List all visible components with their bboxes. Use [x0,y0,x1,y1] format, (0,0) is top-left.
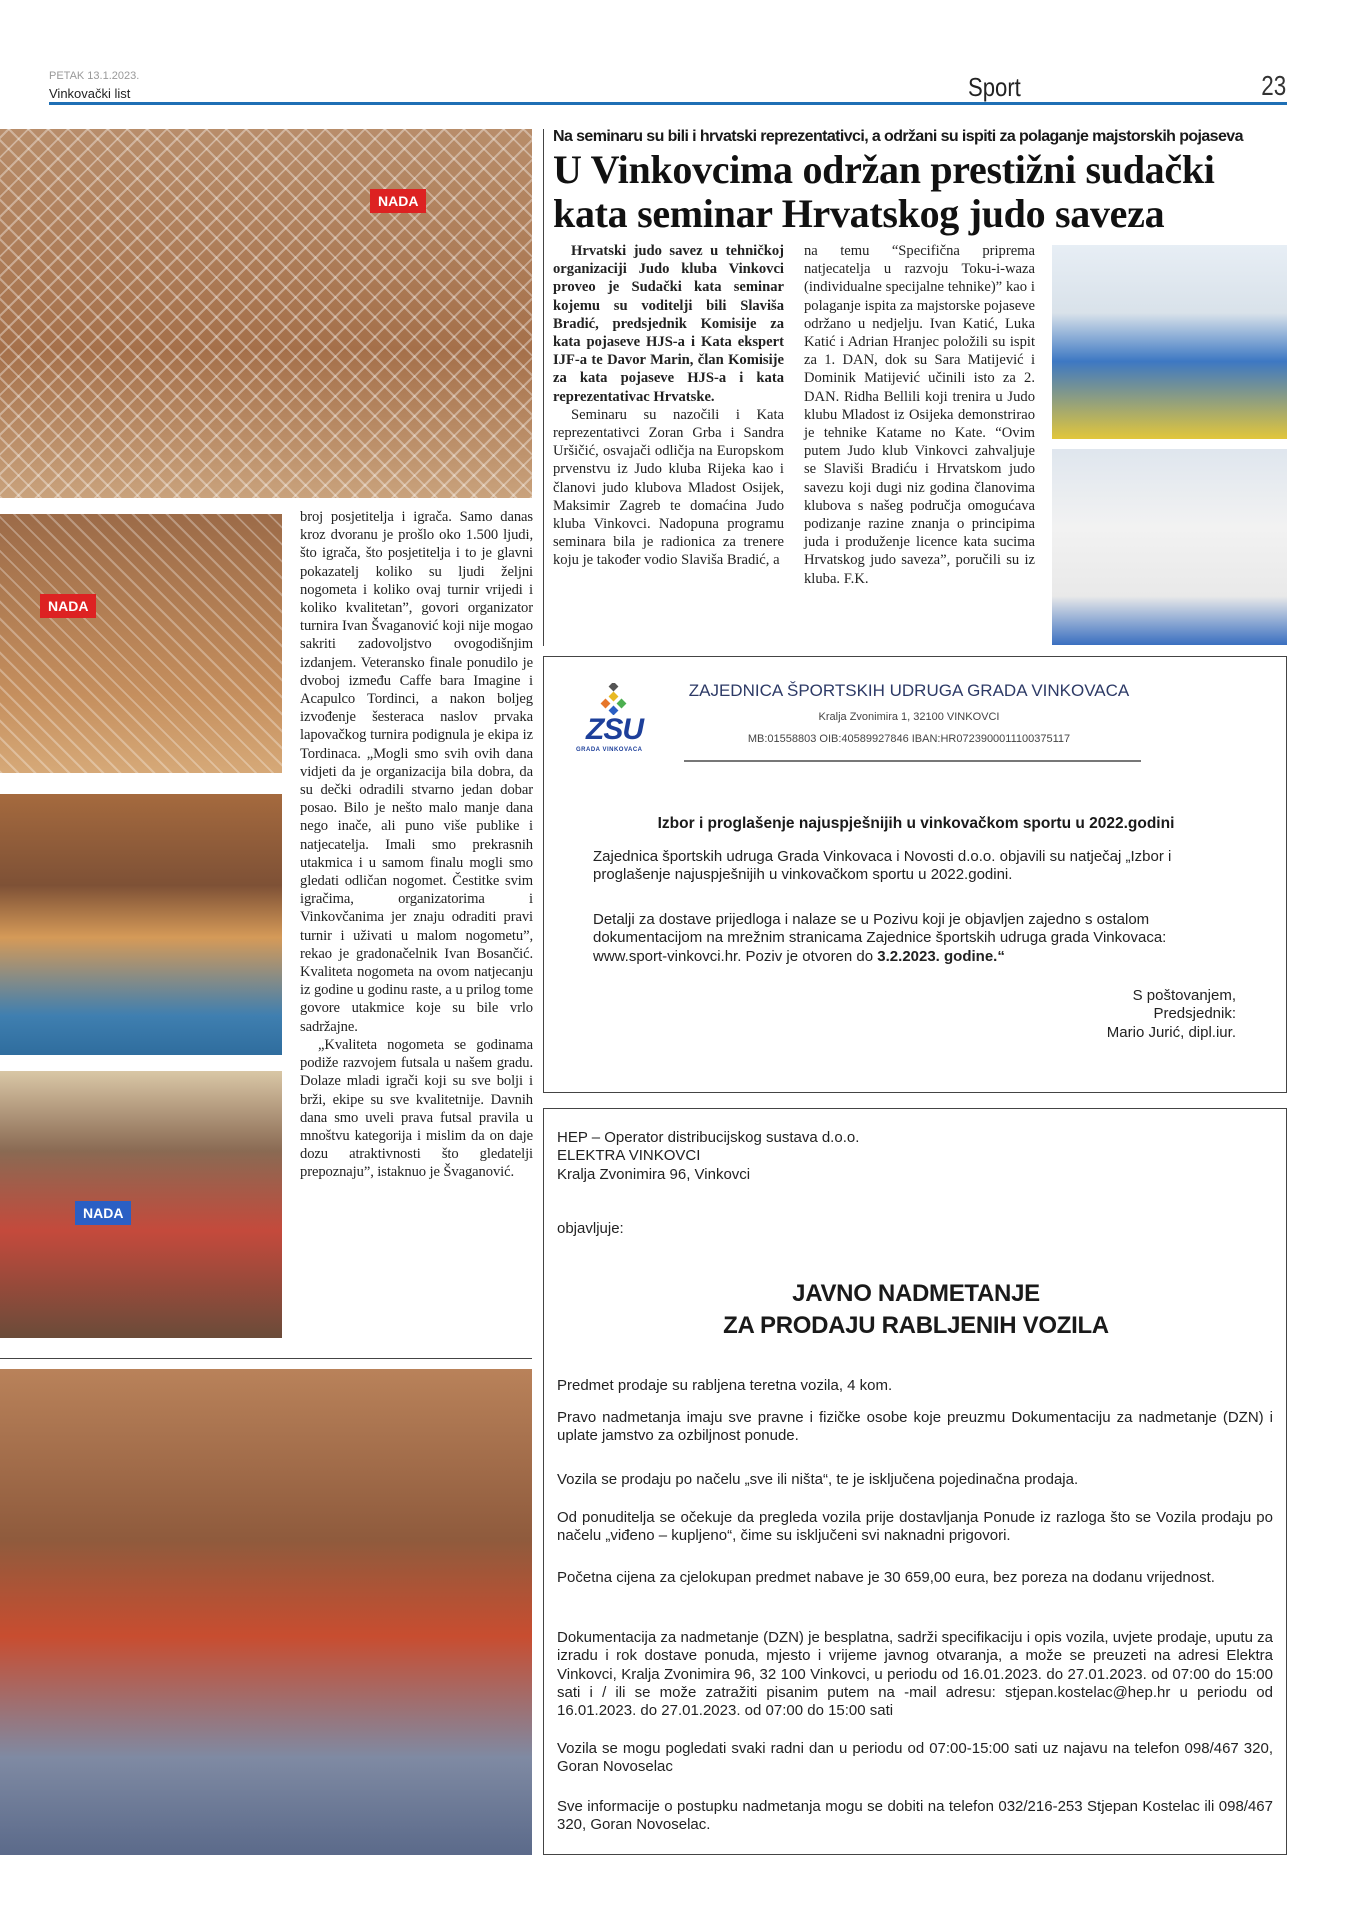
futsal-celebration-photo [0,1071,282,1338]
notice-title: Izbor i proglašenje najuspješnijih u vinkovačkom sportu u 2022.godini [657,815,1175,832]
jersey-sponsor-label: NADA [40,594,96,618]
futsal-article-text [300,508,533,1182]
notice-paragraph: Zajednica športskih udruga Grada Vinkovaca i Novosti d.o.o. objavili su natječaj „Izbor i proglašenje najuspješnijih u vinkovačkom sportu u 2022.godini. [593,848,1172,884]
notice-paragraph: Predmet prodaje su rabljena teretna vozila, 4 kom. [557,1377,893,1394]
org-name: ZAJEDNICA ŠPORTSKIH UDRUGA GRADA VINKOVACA [688,681,1130,700]
jersey-sponsor-label: NADA [370,189,426,213]
notice-paragraph [593,911,1236,966]
article-paragraph: „Kvaliteta nogometa se godinama podiže razvojem futsala u našem gradu. Dolaze mladi igrači koji su sve bolji i brži, ekipe su sve kvalitetnije. Davnih dana smo uveli prava futsal pravila u mnoštvu kategorija i mislim da on daje dozu atraktivnosti što gledatelji prepoznaju”, istaknuo je Švaganović. [300,1036,533,1181]
notice-paragraph: Vozila se mogu pogledati svaki radni dan u periodu od 07:00-15:00 sati uz najavu na telefon 098/467 320, Goran Novoselac [557,1740,1273,1776]
signature-line: Predsjednik: [1153,1005,1236,1023]
article-paragraph: Seminaru su nazočili i Kata reprezentativci Zoran Grba i Sandra Uršičić, osvajači odličja na Europskom prvenstvu iz Judo kluba Rijeka kao i članovi judo klubova Mladost Osijek, Maksimir Zagreb te domaćina Judo kluba Vinkovci. Nadopuna programu seminara bila je radionica za trenere koju je također vodio Slaviša Bradić, a [553,406,784,569]
article-paragraph: na temu “Specifična priprema natjecatelja u razvoju Toku-i-waza (individualne specijalne tehnike)” kao i polaganje ispita za majstorske pojaseve održano u nedjelju. Ivan Katić, Luka Katić i Adrian Hranjec položili su ispit za 1. DAN, dok su Sara Matijević i Dominik Matijević učinili isto za 2. DAN. Ridha Bellili koji trenira u Judo klubu Mladost iz Osijeka demonstrirao je tehnike Katame no Kate. “Ovim putem Judo klub Vinkovci zahvaljuje se Slaviši Bradiću i Hrvatskom judo savezu koji dugi niz godina članovima klubova s našeg područja omogućava podizanje razine znanja o principima juda i produženje licence kata sucima Hrvatskog judo saveza”, poručili su iz kluba. F.K. [804,243,1035,587]
letterhead-rule [684,760,1141,762]
judo-article-column-2 [804,242,1035,588]
issue-date: PETAK 13.1.2023. [49,70,140,82]
article-kicker: Na seminaru su bili i hrvatski reprezentativci, a održani su ispiti za polaganje majstorskih pojaseva [553,128,1243,145]
notice-paragraph: Dokumentacija za nadmetanje (DZN) je besplatna, sadrži specifikaciju i opis vozila, uvjete prodaje, uputu za izradu i rok dostave ponuda, mjesto i vrijeme javnog otvaranja, a može se preuzeti na adresi Elektra Vinkovci, Kralja Zvonimira 96, 32 100 Vinkovci, u periodu od 16.01.2023. do 27.01.2023. od 07:00 do 15:00 sati i / ili se može zatražiti pisanim putem na -mail adresu: stjepan.kostelac@hep.hr u periodu od 16.01.2023. do 27.01.2023. od 07:00 do 15:00 sati [557,1629,1273,1720]
judo-mat-photo [1052,245,1287,439]
notice-title-line: ZA PRODAJU RABLJENIH VOZILA [723,1312,1109,1339]
zsu-logo-subtitle: GRADA VINKOVACA [576,747,643,753]
org-ids: MB:01558803 OIB:40589927846 IBAN:HR0723900011100375117 [747,733,1071,745]
futsal-players-photo [0,514,282,773]
column-divider [543,129,544,646]
zsu-logo-text: ZSU [586,713,643,746]
hep-auction-notice [543,1108,1287,1855]
newspaper-name: Vinkovački list [49,86,131,101]
article-headline: U Vinkovcima održan prestižni sudački kata seminar Hrvatskog judo saveza [553,147,1215,236]
section-title: Sport [968,72,1021,102]
judo-group-photo [1052,449,1287,645]
notice-title-line: JAVNO NADMETANJE [792,1280,1040,1307]
futsal-goal-photo [0,129,532,498]
zsu-notice [543,656,1287,1093]
zsu-diamonds-icon [594,683,634,715]
notice-paragraph: Početna cijena za cjelokupan predmet nabave je 30 659,00 eura, bez poreza na dodanu vrijednost. [557,1569,1215,1586]
issuer-line: HEP – Operator distribucijskog sustava d.o.o. [557,1129,860,1146]
article-lead: Hrvatski judo savez u tehničkoj organizaciji Judo kluba Vinkovci proveo je Sudački kata seminar kojemu su voditelji bili Slaviša Bradić, predsjednik Komisije za kata pojaseve HJS-a i Kata ekspert IJF-a te Davor Marin, član Komisije za kata pojaseve HJS-a i kata reprezentativac Hrvatske. [553,243,784,405]
signature-line: Mario Jurić, dipl.iur. [1106,1023,1236,1041]
column-divider [0,1358,532,1359]
issuer-line: ELEKTRA VINKOVCI [557,1147,701,1165]
judo-article-column-1 [553,242,784,570]
zsu-logo [572,683,662,753]
youth-team-trophy-photo [0,1369,532,1855]
deadline: 3.2.2023. godine.“ [877,947,1005,965]
page-number: 23 [1261,70,1286,101]
notice-paragraph: Vozila se prodaju po načelu „sve ili ništa“, te je isključena pojedinačna prodaja. [557,1471,1079,1488]
notice-paragraph: Pravo nadmetanja imaju sve pravne i fizičke osobe koje preuzmu Dokumentaciju za nadmetanje (DZN) i uplate jamstvo za ozbiljnost ponude. [557,1409,1273,1445]
notice-paragraph: Od ponuditelja se očekuje da pregleda vozila prije dostavljanja Ponude iz razloga što se Vozila prodaju po načelu „viđeno – kupljeno“, čime su isključeni svi naknadni prigovori. [557,1509,1273,1545]
header-rule [49,102,1287,105]
signature [1107,987,1236,1042]
futsal-court-photo [0,794,282,1055]
notice-paragraph: Sve informacije o postupku nadmetanja mogu se dobiti na telefon 032/216-253 Stjepan Kostelac ili 098/467 320, Goran Novoselac. [557,1798,1273,1834]
article-paragraph: broj posjetitelja i igrača. Samo danas kroz dvoranu je prošlo oko 1.500 ljudi, što igrača, što posjetitelja i to je glavni pokazatelj koliko su ljudi željni nogometa i koliko ovaj turnir vrijedi i koliko kvalitetan”, govori organizator turnira Ivan Švaganović koji nije mogao sakriti zadovoljstvo ovogodišnjim izdanjem. Veteransko finale ponudilo je dvoboj između Caffe bara Imagine i Acapulco Tordinci, a nakon boljeg izvođenje šesteraca naslov prvaka lapovačkog turnira podignula je ekipa iz Tordinaca. „Mogli smo svih ovih dana vidjeti da je organizacija bila dobra, da su dečki odradili stvarno jedan dobar posao. Bilo je nešto malo manje dana nego inače, ali puno više publike i natjecatelja. Imali smo prekrasnih utakmica i u samom finalu mogli smo gledati odličan nogomet. Čestitke svim igračima, organizatorima i Vinkovčanima jer znaju odraditi pravi turnir i uživati u malom nogometu”, rekao je gradonačelnik Ivan Bosančić. Kvaliteta nogometa na ovom natjecanju iz godine u godinu raste, a u prilog tome govore utakmice koje su bile vrlo sadržajne. [300,509,533,1035]
issuer-block [557,1129,859,1184]
signature-line: S poštovanjem, [1132,987,1236,1004]
announces-label: objavljuje: [557,1220,624,1237]
notice-paragraph-text: Detalji za dostave prijedloga i nalaze se u Pozivu koji je objavljen zajedno s ostalom dokumentacijom na mrežnim stranicama Zajednice športskih udruga grada Vinkovaca: www.sport-vinkovci.hr. Poziv je otvoren do [593,911,1167,965]
jersey-sponsor-label: NADA [75,1201,131,1225]
org-address: Kralja Zvonimira 1, 32100 VINKOVCI [818,711,1000,723]
issuer-line: Kralja Zvonimira 96, Vinkovci [557,1165,751,1183]
